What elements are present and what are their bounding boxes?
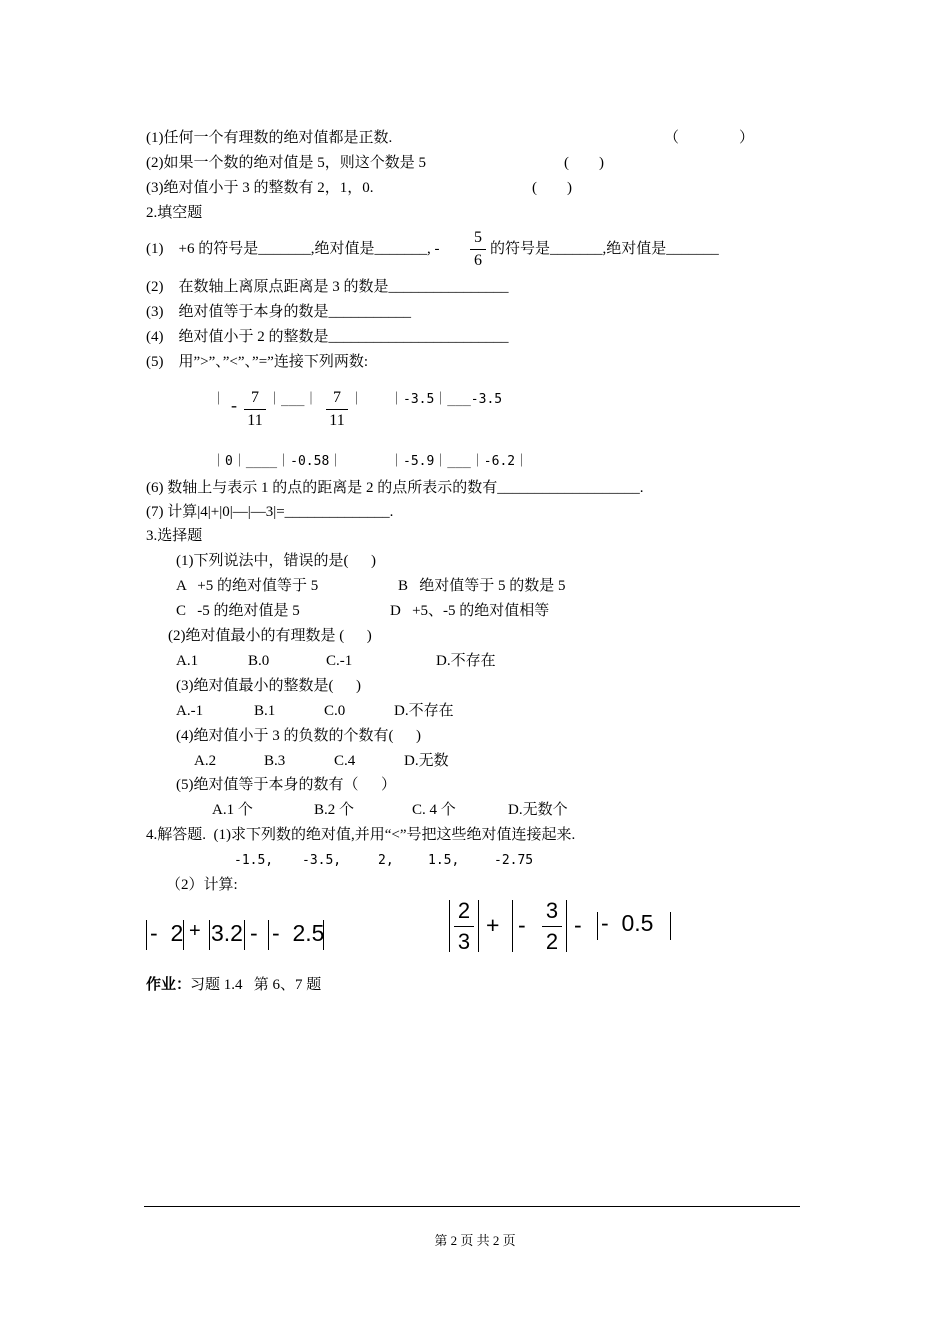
judge-q3: (3)绝对值小于 3 的整数有 2，1，0. (146, 180, 374, 196)
expr1-c: - 2.5 (272, 920, 325, 946)
expr1-a: - 2 (150, 920, 184, 946)
fraction-denominator: 3 (457, 929, 471, 954)
choice-q4-opt-b: B.3 (264, 753, 286, 769)
expr2-fraction-2 (542, 898, 562, 955)
choice-q5-opt-a: A.1 个 (212, 802, 253, 818)
choice-q2: (2)绝对值最小的有理数是 ( ) (168, 628, 372, 644)
abs-bar (478, 900, 479, 952)
fraction-denominator: 6 (474, 252, 482, 269)
fraction-denominator: 2 (545, 929, 559, 954)
judge-q1: (1)任何一个有理数的绝对值都是正数. (146, 130, 393, 146)
choice-q5-opt-d: D.无数个 (508, 802, 568, 818)
abs-bar (323, 920, 324, 950)
fill-q1-b: 的符号是_______,绝对值是_______ (490, 241, 719, 257)
expr1-minus: - (250, 920, 258, 946)
abs-bar (244, 920, 245, 950)
fraction-bar (244, 409, 266, 410)
answer-num-2: -3.5, (302, 853, 342, 868)
choice-q1: (1)下列说法中，错误的是( ) (176, 553, 376, 569)
choice-q1-c: C -5 的绝对值是 5 (176, 603, 300, 619)
fill-q7: (7) 计算|4|+|0|—|—3|=______________. (146, 504, 394, 520)
abs-bar (512, 900, 513, 952)
judge-q1-paren: （ ） (664, 130, 755, 146)
fill-q1-a: (1) +6 的符号是_______,绝对值是_______, - (146, 241, 440, 257)
choice-title: 3.选择题 (146, 528, 203, 544)
choice-q2-opt-d: D.不存在 (436, 653, 496, 669)
choice-q3-opt-a: A.-1 (176, 703, 204, 719)
choice-q1-b: B 绝对值等于 5 的数是 5 (398, 578, 566, 594)
cmp1-bar-right: ｜ (350, 392, 364, 407)
expr2-fraction-1 (454, 898, 474, 955)
answer-num-5: -2.75 (494, 853, 534, 868)
fraction-denominator: 11 (329, 412, 345, 429)
answer-calc-label: （2）计算: (166, 877, 238, 893)
fill-title: 2.填空题 (146, 205, 203, 221)
fraction-bar (326, 409, 348, 410)
choice-q5: (5)绝对值等于本身的数有（ ） (176, 777, 396, 793)
fraction-bar (454, 926, 474, 927)
cmp3: ｜0｜____｜-0.58｜ (212, 454, 343, 469)
fraction-numerator: 7 (251, 389, 259, 406)
judge-q3-paren: ( ) (532, 180, 572, 196)
choice-q2-opt-a: A.1 (176, 653, 199, 669)
homework-text: 习题 1.4 第 6、7 题 (190, 977, 322, 993)
fill-q4: (4) 绝对值小于 2 的整数是________________________ (146, 329, 509, 345)
fraction-numerator: 7 (333, 389, 341, 406)
cmp4: ｜-5.9｜___｜-6.2｜ (390, 454, 529, 469)
fill-q6: (6) 数轴上与表示 1 的点的距离是 2 的点所表示的数有___________________. (146, 480, 644, 496)
cmp2: ｜-3.5｜___-3.5 (390, 392, 503, 407)
abs-bar (146, 920, 147, 950)
fill-q3: (3) 绝对值等于本身的数是___________ (146, 304, 411, 320)
expr2-c: - 0.5 (601, 910, 654, 936)
fill-q1-fraction (470, 229, 486, 270)
choice-q3-opt-b: B.1 (254, 703, 276, 719)
cmp1-minus: - (231, 395, 237, 415)
fill-q2: (2) 在数轴上离原点距离是 3 的数是________________ (146, 279, 509, 295)
cmp1-mid: ｜___｜ (268, 392, 318, 407)
answer-num-4: 1.5, (428, 853, 460, 868)
choice-q2-opt-b: B.0 (248, 653, 270, 669)
fraction-numerator: 2 (457, 898, 471, 923)
fraction-bar (542, 926, 562, 927)
expr1-plus: + (189, 920, 201, 942)
choice-q3: (3)绝对值最小的整数是( ) (176, 678, 361, 694)
choice-q5-opt-b: B.2 个 (314, 802, 355, 818)
choice-q3-opt-c: C.0 (324, 703, 346, 719)
choice-q1-a: A +5 的绝对值等于 5 (176, 578, 319, 594)
cmp1-fraction-1 (244, 389, 266, 430)
choice-q3-opt-d: D.不存在 (394, 703, 454, 719)
cmp1-bar-left: ｜ (212, 392, 226, 407)
fraction-denominator: 11 (247, 412, 263, 429)
footer-rule (144, 1206, 800, 1207)
abs-bar (449, 900, 450, 952)
abs-bar (183, 920, 184, 950)
answer-title: 4.解答题. (1)求下列数的绝对值,并用“<”号把这些绝对值连接起来. (146, 827, 576, 843)
choice-q4-opt-c: C.4 (334, 753, 356, 769)
expr2-minus: - (574, 912, 582, 938)
choice-q4-opt-a: A.2 (194, 753, 217, 769)
judge-q2: (2)如果一个数的绝对值是 5，则这个数是 5 (146, 155, 426, 171)
expr2-minus-sign: - (518, 912, 526, 938)
choice-q1-d: D +5、-5 的绝对值相等 (390, 603, 550, 619)
expr2-plus: + (486, 912, 500, 938)
choice-q2-opt-c: C.-1 (326, 653, 353, 669)
expr1-b: 3.2 (211, 920, 243, 946)
fraction-bar (470, 249, 486, 250)
abs-bar (209, 920, 210, 950)
fraction-numerator: 5 (474, 229, 482, 246)
homework-label: 作业： (146, 977, 192, 993)
choice-q5-opt-c: C. 4 个 (412, 802, 456, 818)
abs-bar (597, 912, 598, 940)
cmp1-fraction-2 (326, 389, 348, 430)
page-number: 第 2 页 共 2 页 (434, 1233, 516, 1248)
fill-q5: (5) 用”>”、”<”、”=”连接下列两数: (146, 354, 368, 370)
abs-bar (268, 920, 269, 950)
choice-q4-opt-d: D.无数 (404, 753, 449, 769)
fraction-numerator: 3 (545, 898, 559, 923)
answer-num-1: -1.5, (234, 853, 274, 868)
abs-bar (670, 912, 671, 940)
choice-q4: (4)绝对值小于 3 的负数的个数有( ) (176, 728, 421, 744)
judge-q2-paren: ( ) (564, 155, 604, 171)
answer-num-3: 2, (378, 853, 394, 868)
abs-bar (566, 900, 567, 952)
